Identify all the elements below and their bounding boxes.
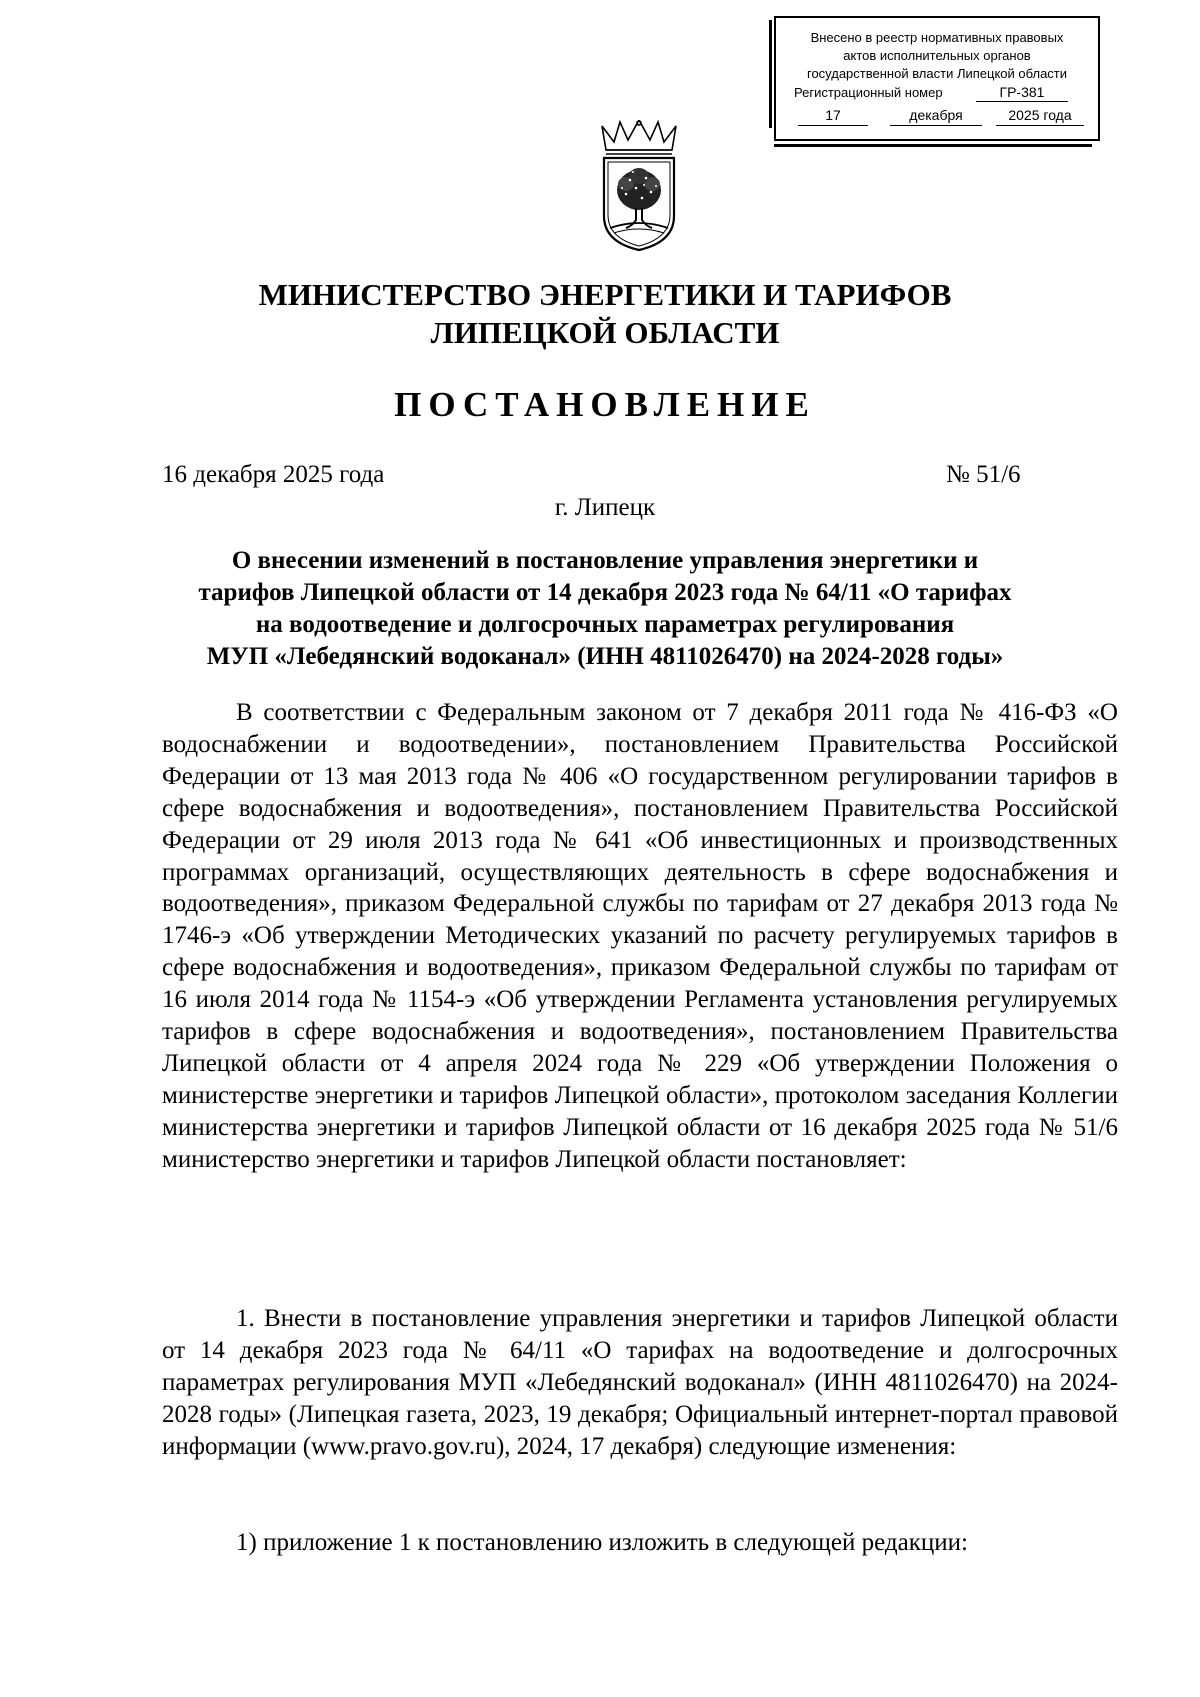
preamble-block <box>162 697 1118 1176</box>
document-subject <box>150 545 1060 673</box>
document-number: № 51/6 <box>946 461 1021 488</box>
subject-line-2: тарифов Липецкой области от 14 декабря 2023 года № 64/11 «О тарифах <box>198 579 1012 606</box>
ministry-name-line-2: ЛИПЕЦКОЙ ОБЛАСТИ <box>430 315 780 350</box>
ministry-name-line-1: МИНИСТЕРСТВО ЭНЕРГЕТИКИ И ТАРИФОВ <box>258 277 952 312</box>
registry-number-value: ГР-381 <box>976 83 1068 102</box>
document-type-title: ПОСТАНОВЛЕНИЕ <box>394 385 816 424</box>
subject-line-3: на водоотведение и долгосрочных параметрах регулирования <box>255 611 955 638</box>
document-city: г. Липецк <box>554 494 656 521</box>
document-date: 16 декабря 2025 года <box>162 461 385 488</box>
registry-line-2: актов исполнительных органов <box>843 48 1031 63</box>
preamble-paragraph: В соответствии с Федеральным законом от 7 декабря 2011 года № 416-ФЗ «О водоснабжении и водоотведении», постановлением Правительства Российской Федерации от 13 мая 2013 года № 406 «О государственном регулировании тарифов в сфере водоснабжения и водоотведения», постановлением Правительства Российской Федерации от 29 июля 2013 года № 641 «Об инвестиционных и производственных программах организаций, осуществляющих деятельность в сфере водоснабжения и водоотведения», приказом Федеральной службы по тарифам от 27 декабря 2013 года № 1746-э «Об утверждении Методических указаний по расчету регулируемых тарифов в сфере водоснабжения и водоотведения», приказом Федеральной службы по тарифам от 16 июля 2014 года № 1154-э «Об утверждении Регламента установления регулируемых тарифов в сфере водоснабжения и водоотведения», постановлением Правительства Липецкой области от 4 апреля 2024 года № 229 «Об утверждении Положения о министерстве энергетики и тарифов Липецкой области», протоколом заседания Коллегии министерства энергетики и тарифов Липецкой области от 16 декабря 2025 года № 51/6 министерство энергетики и тарифов Липецкой области постановляет: <box>162 699 1118 1173</box>
registry-year: 2025 года <box>996 106 1084 126</box>
registry-month: декабря <box>890 106 982 126</box>
registry-line-3: государственной власти Липецкой области <box>806 66 1068 81</box>
registry-line-1: Внесено в реестр нормативных правовых <box>810 30 1064 45</box>
item-1-paragraph: 1. Внести в постановление управления энергетики и тарифов Липецкой области от 14 декабря 2023 года № 64/11 «О тарифах на водоотведение и долгосрочных параметрах регулирования МУП «Лебедянский водоканал» (ИНН 4811026470) на 2024-2028 годы» (Липецкая газета, 2023, 19 декабря; Официальный интернет-портал правовой информации (www.pravo.gov.ru), 2024, 17 декабря) следующие изменения: <box>162 1305 1118 1460</box>
registry-stamp <box>774 16 1100 141</box>
coat-of-arms-lipetsk-icon <box>596 120 682 252</box>
item-1-1-block <box>162 1527 1118 1559</box>
item-1-block <box>162 1303 1118 1463</box>
item-1-1-paragraph: 1) приложение 1 к постановлению изложить в следующей редакции: <box>236 1529 968 1556</box>
registry-day: 17 <box>798 106 868 126</box>
subject-line-4: МУП «Лебедянский водоканал» (ИНН 4811026470) на 2024-2028 годы» <box>206 643 1004 670</box>
registry-number-row <box>776 83 1098 102</box>
registry-date-row <box>776 106 1098 128</box>
registry-number-label: Регистрационный номер <box>794 85 943 100</box>
subject-line-1: О внесении изменений в постановление управления энергетики и <box>231 547 979 574</box>
ministry-name <box>150 276 1060 352</box>
